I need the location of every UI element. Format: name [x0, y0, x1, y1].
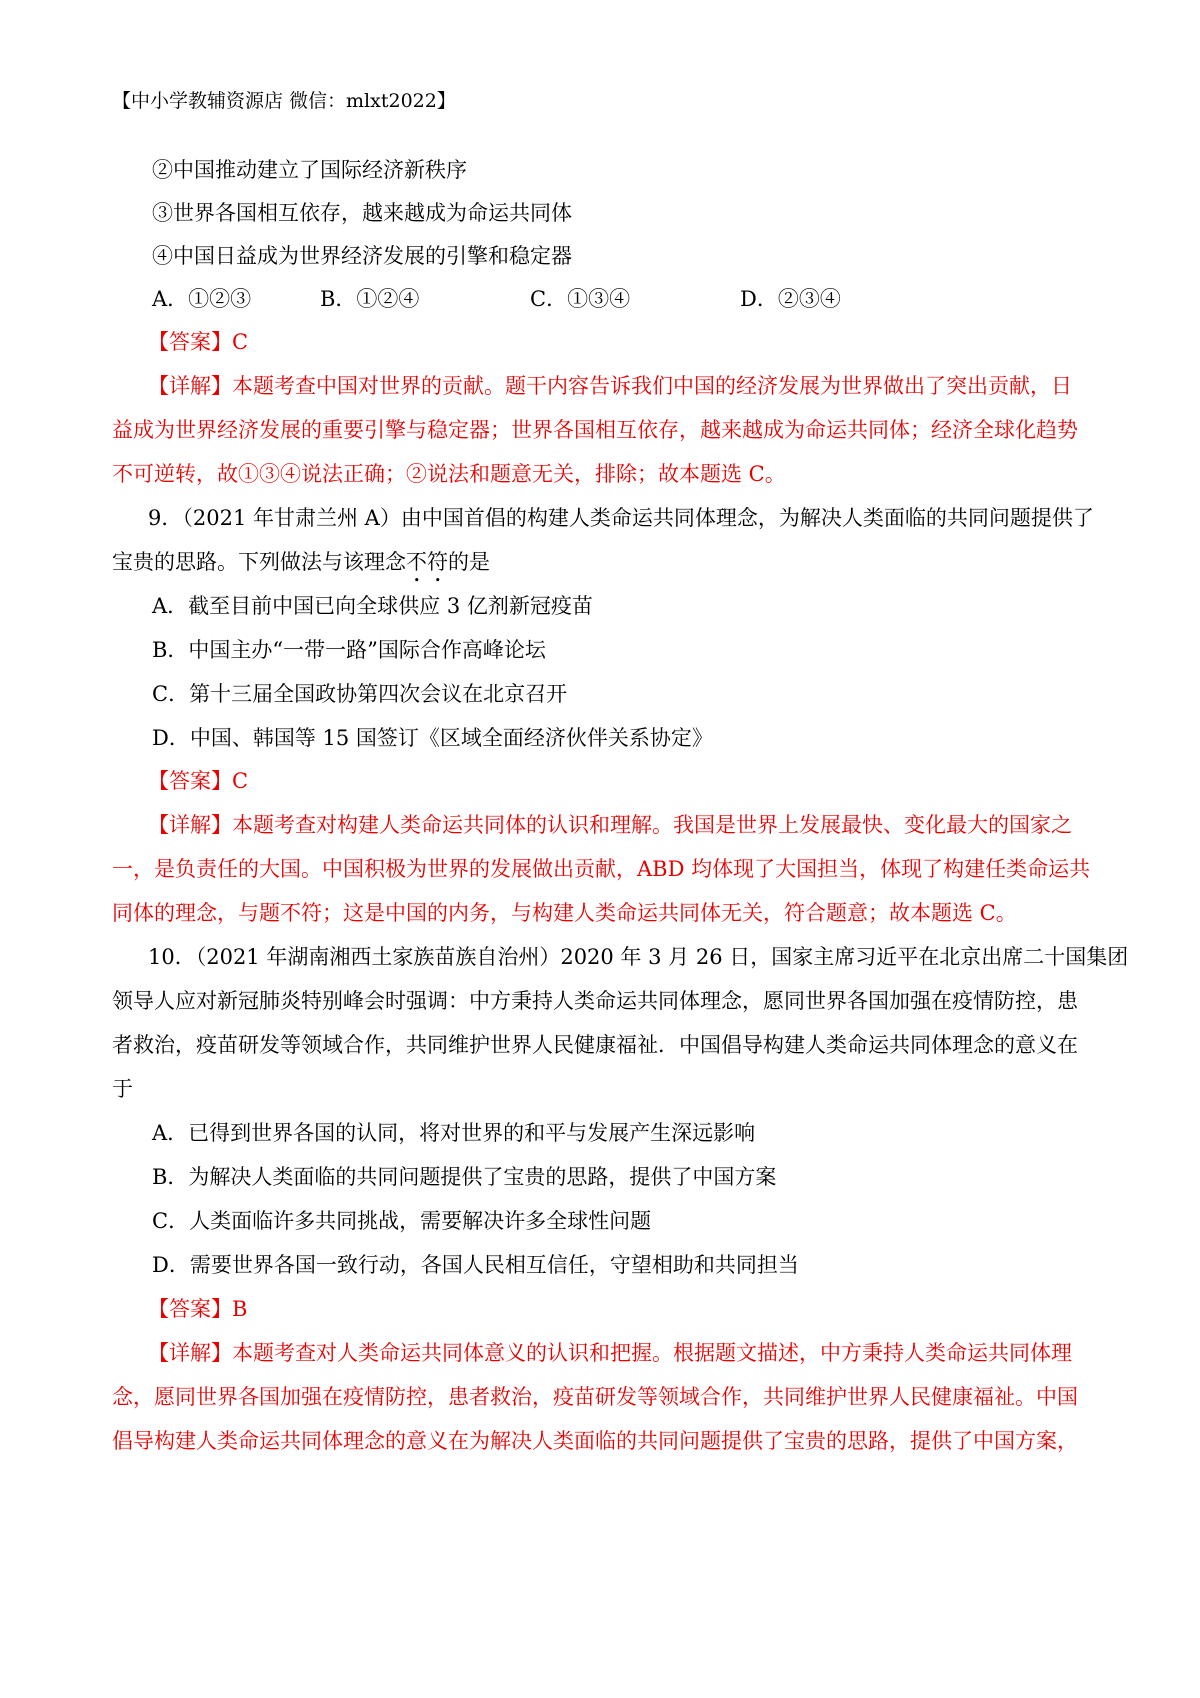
q9-stem-line-2	[112, 547, 490, 587]
q9-answer: 【答案】C	[148, 769, 249, 793]
q8-explanation-line-1: 【详解】本题考查中国对世界的贡献。题干内容告诉我们中国的经济发展为世界做出了突出贡献，日	[148, 374, 1072, 398]
q10-stem-line-4: 于	[112, 1077, 133, 1101]
q9-emphasis-text: 不符	[406, 550, 448, 574]
q8-option-c: C．①③④	[530, 287, 631, 311]
q9-option-b: B．中国主办“一带一路”国际合作高峰论坛	[152, 638, 546, 662]
q10-explanation-line-3: 倡导构建人类命运共同体理念的意义在为解决人类面临的共同问题提供了宝贵的思路，提供了中国方案，	[112, 1429, 1078, 1453]
page-header: 【中小学教辅资源店 微信：mlxt2022】	[112, 90, 456, 112]
q10-explanation-line-1: 【详解】本题考查对人类命运共同体意义的认识和把握。根据题文描述，中方秉持人类命运共同体理	[148, 1341, 1072, 1365]
q8-statement-3: ③世界各国相互依存，越来越成为命运共同体	[152, 201, 572, 225]
q10-stem-line-1: 10．（2021 年湖南湘西土家族苗族自治州）2020 年 3 月 26 日，国家主席习近平在北京出席二十国集团	[148, 945, 1129, 969]
q8-statement-2: ②中国推动建立了国际经济新秩序	[152, 158, 467, 182]
q8-option-b: B．①②④	[320, 287, 420, 311]
q9-explanation-line-2: 一，是负责任的大国。中国积极为世界的发展做出贡献，ABD 均体现了大国担当，体现了构建任类命运共	[112, 857, 1091, 881]
q10-stem-line-2: 领导人应对新冠肺炎特别峰会时强调：中方秉持人类命运共同体理念，愿同世界各国加强在疫情防控，患	[112, 989, 1078, 1013]
q10-option-a: A．已得到世界各国的认同，将对世界的和平与发展产生深远影响	[152, 1121, 756, 1145]
q10-option-b: B．为解决人类面临的共同问题提供了宝贵的思路，提供了中国方案	[152, 1165, 777, 1189]
q8-option-d: D．②③④	[740, 287, 841, 311]
q10-option-c: C．人类面临许多共同挑战，需要解决许多全球性问题	[152, 1209, 652, 1233]
q9-option-c: C．第十三届全国政协第四次会议在北京召开	[152, 682, 568, 706]
q8-explanation-line-2: 益成为世界经济发展的重要引擎与稳定器；世界各国相互依存，越来越成为命运共同体；经济全球化趋势	[112, 418, 1078, 442]
q9-stem-text: 宝贵的思路。下列做法与该理念	[112, 550, 406, 574]
q9-option-a: A．截至目前中国已向全球供应 3 亿剂新冠疫苗	[152, 594, 593, 618]
q8-explanation-line-3: 不可逆转，故①③④说法正确；②说法和题意无关，排除；故本题选 C。	[112, 462, 786, 486]
q9-stem-line-1: 9．（2021 年甘肃兰州 A）由中国首倡的构建人类命运共同体理念，为解决人类面临的共同问题提供了	[148, 506, 1094, 530]
q9-stem-end: 的是	[448, 550, 490, 574]
q9-explanation-line-3: 同体的理念，与题不符；这是中国的内务，与构建人类命运共同体无关，符合题意；故本题选 C。	[112, 901, 1017, 925]
q8-answer: 【答案】C	[148, 330, 249, 354]
q9-explanation-line-1: 【详解】本题考查对构建人类命运共同体的认识和理解。我国是世界上发展最快、变化最大的国家之	[148, 813, 1072, 837]
q10-answer: 【答案】B	[148, 1297, 248, 1321]
q9-option-d: D．中国、韩国等 15 国签订《区域全面经济伙伴关系协定》	[152, 726, 713, 750]
q10-explanation-line-2: 念，愿同世界各国加强在疫情防控，患者救治，疫苗研发等领域合作，共同维护世界人民健康福祉。中国	[112, 1385, 1078, 1409]
q8-statement-4: ④中国日益成为世界经济发展的引擎和稳定器	[152, 244, 572, 268]
q10-stem-line-3: 者救治，疫苗研发等领域合作，共同维护世界人民健康福祉．中国倡导构建人类命运共同体理念的意义在	[112, 1033, 1078, 1057]
q10-option-d: D．需要世界各国一致行动，各国人民相互信任，守望相助和共同担当	[152, 1253, 799, 1277]
q8-option-a: A．①②③	[152, 287, 252, 311]
